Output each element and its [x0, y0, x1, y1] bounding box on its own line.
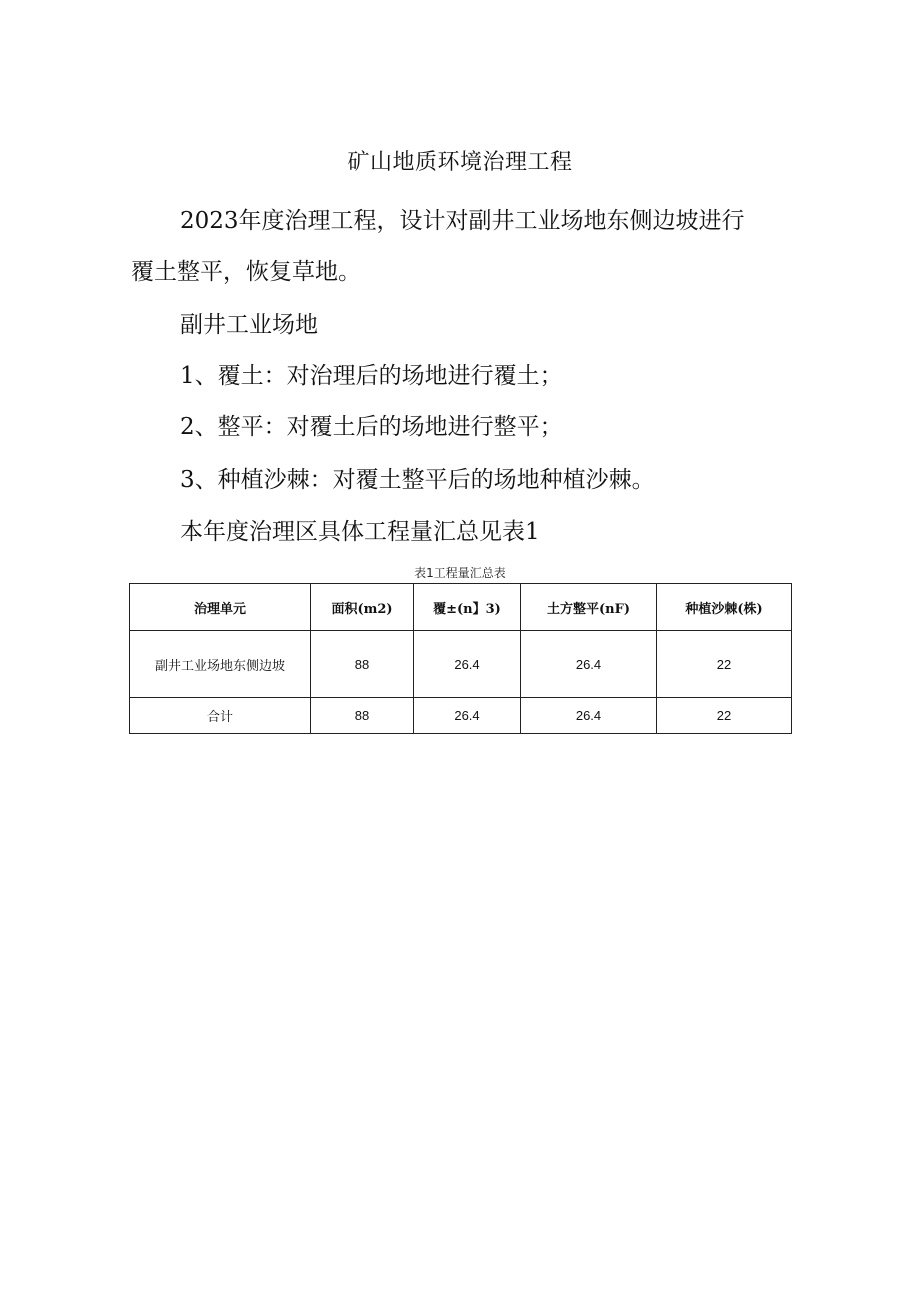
- cell-total-seabuckthorn-count: 22: [657, 698, 792, 734]
- cell-total-label: 合计: [130, 698, 311, 734]
- list-item-leveling: 2、整平：对覆土后的场地进行整平；: [180, 414, 563, 440]
- intro-paragraph-line-2: 覆土整平，恢复草地。: [131, 259, 361, 285]
- header-area: 面积(m2): [311, 584, 414, 631]
- list-item-cover-soil: 1、覆土：对治理后的场地进行覆土；: [180, 363, 563, 389]
- summary-paragraph: 本年度治理区具体工程量汇总见表1: [180, 519, 540, 545]
- list-item-plant-seabuckthorn: 3、种植沙棘：对覆土整平后的场地种植沙棘。: [180, 467, 655, 493]
- intro-paragraph-line-1: 2023年度治理工程，设计对副井工业场地东侧边坡进行: [180, 208, 745, 234]
- header-soil-cover: 覆±(n】3): [414, 584, 521, 631]
- table-header-row: [130, 584, 792, 631]
- cell-soil-cover: 26.4: [414, 631, 521, 698]
- cell-unit-name: 副井工业场地东侧边坡: [130, 631, 311, 698]
- cell-total-area: 88: [311, 698, 414, 734]
- cell-seabuckthorn-count: 22: [657, 631, 792, 698]
- table-row: [130, 631, 792, 698]
- table-row-total: [130, 698, 792, 734]
- document-title: 矿山地质环境治理工程: [347, 150, 573, 175]
- table-caption: 表1工程量汇总表: [414, 566, 506, 580]
- cell-total-soil-cover: 26.4: [414, 698, 521, 734]
- header-earth-leveling: 土方整平(nF): [521, 584, 657, 631]
- header-governance-unit: 治理单元: [130, 584, 311, 631]
- cell-earth-leveling: 26.4: [521, 631, 657, 698]
- cell-area: 88: [311, 631, 414, 698]
- cell-total-earth-leveling: 26.4: [521, 698, 657, 734]
- quantity-summary-table: [129, 583, 792, 734]
- header-seabuckthorn-planting: 种植沙棘(株): [657, 584, 792, 631]
- site-heading: 副井工业场地: [180, 312, 318, 338]
